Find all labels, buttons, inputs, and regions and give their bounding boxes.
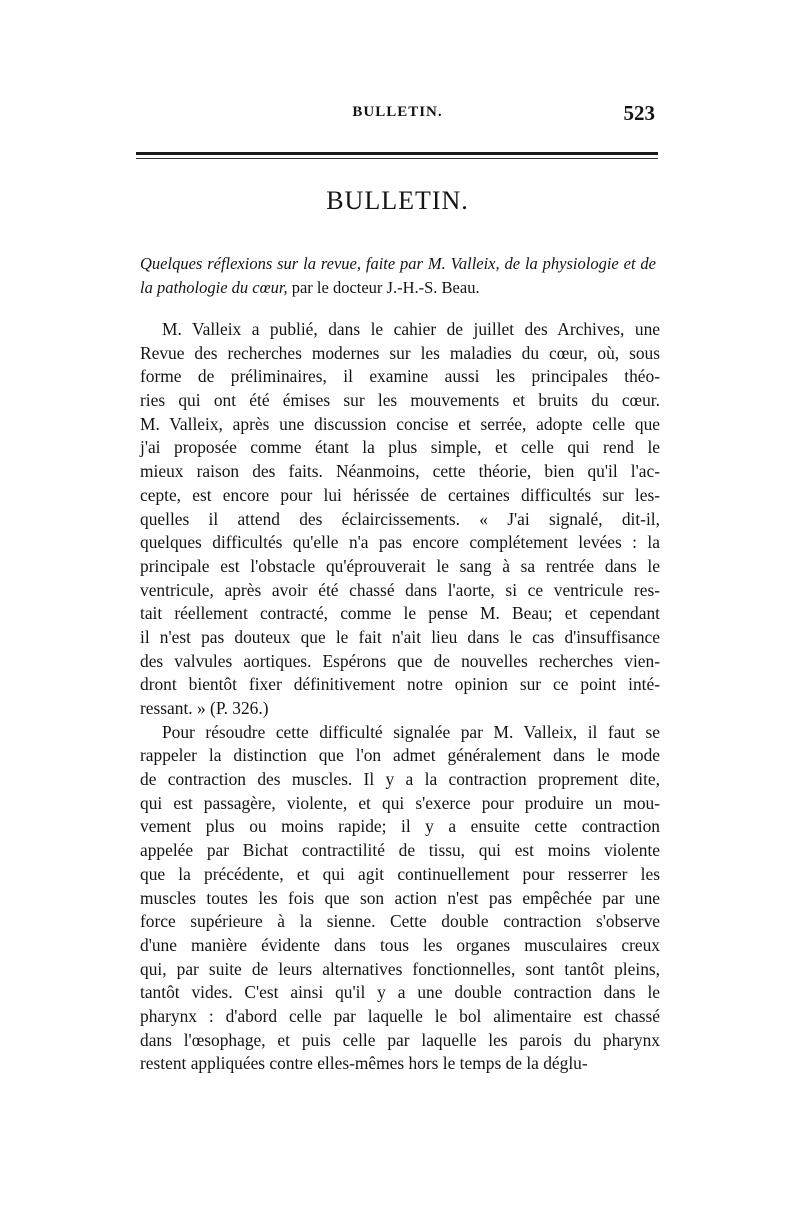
subtitle-italic: Quelques réflexions sur la revue, faite par M. Valleix, de la physiologie et de la pathologie du cœur, [140, 254, 656, 297]
header-double-rule [136, 152, 658, 161]
header-rule-thin [136, 158, 658, 159]
text-line: mieux raison des faits. Néanmoins, cette théorie, bien qu'il l'ac- [140, 461, 660, 482]
text-line: ressant. » (P. 326.) [140, 698, 269, 718]
text-line: ries qui ont été émises sur les mouvements et bruits du cœur. [140, 390, 660, 411]
text-line: tantôt vides. C'est ainsi qu'il y a une double contraction dans le [140, 982, 660, 1003]
text-line: d'une manière évidente dans tous les organes musculaires creux [140, 934, 660, 955]
page-number: 523 [623, 101, 655, 125]
article-subtitle [140, 252, 656, 300]
text-line: quelques difficultés qu'elle n'a pas encore complétement levées : la [140, 532, 660, 553]
text-line: rappeler la distinction que l'on admet généralement dans le mode [140, 745, 660, 766]
text-line: appelée par Bichat contractilité de tissu, qui est moins violente [140, 840, 660, 861]
text-line: Revue des recherches modernes sur les maladies du cœur, où, sous [140, 342, 660, 363]
text-line: j'ai proposée comme étant la plus simple, et celle qui rend le [140, 437, 660, 458]
text-line: muscles toutes les fois que son action n'est pas empêchée par une [140, 887, 660, 908]
text-line: tait réellement contracté, comme le pense M. Beau; et cependant [140, 603, 660, 624]
article-body [140, 318, 660, 1076]
text-line: forme de préliminaires, il examine aussi les principales théo- [140, 366, 660, 387]
text-line: principale est l'obstacle qu'éprouverait le sang à sa rentrée dans le [140, 555, 660, 576]
text-line: pharynx : d'abord celle par laquelle le bol alimentaire est chassé [140, 1005, 660, 1026]
text-line: de contraction des muscles. Il y a la contraction proprement dite, [140, 769, 660, 790]
running-head-title: BULLETIN. [352, 104, 443, 120]
text-line: M. Valleix, après une discussion concise et serrée, adopte celle que [140, 413, 660, 434]
text-line: M. Valleix a publié, dans le cahier de juillet des Archives, une [162, 319, 660, 339]
text-line: Pour résoudre cette difficulté signalée par M. Valleix, il faut se [162, 721, 660, 742]
subtitle-author: par le docteur J.-H.-S. Beau. [287, 278, 480, 297]
text-line: dans l'œsophage, et puis celle par laquelle les parois du pharynx [140, 1029, 660, 1050]
text-line: que la précédente, et qui agit continuellement pour resserrer les [140, 863, 660, 884]
section-title: BULLETIN. [326, 186, 469, 215]
text-line: quelles il attend des éclaircissements. « J'ai signalé, dit-il, [140, 508, 660, 529]
text-line: des valvules aortiques. Espérons que de nouvelles recherches vien- [140, 650, 660, 671]
text-line: restent appliquées contre elles-mêmes hors le temps de la déglu- [140, 1053, 588, 1074]
text-line: qui est passagère, violente, et qui s'exerce pour produire un mou- [140, 792, 660, 813]
text-line: force supérieure à la sienne. Cette double contraction s'observe [140, 911, 660, 932]
header-rule-thick [136, 152, 658, 155]
running-head [140, 101, 655, 130]
text-line: qui, par suite de leurs alternatives fonctionnelles, sont tantôt pleins, [140, 958, 660, 979]
text-line: vement plus ou moins rapide; il y a ensuite cette contraction [140, 816, 660, 837]
text-line: cepte, est encore pour lui hérissée de certaines difficultés sur les- [140, 484, 660, 505]
text-line: ventricule, après avoir été chassé dans l'aorte, si ce ventricule res- [140, 579, 660, 600]
text-line: dront bientôt fixer définitivement notre opinion sur ce point inté- [140, 674, 660, 695]
text-line: il n'est pas douteux que le fait n'ait lieu dans le cas d'insuffisance [140, 626, 660, 647]
